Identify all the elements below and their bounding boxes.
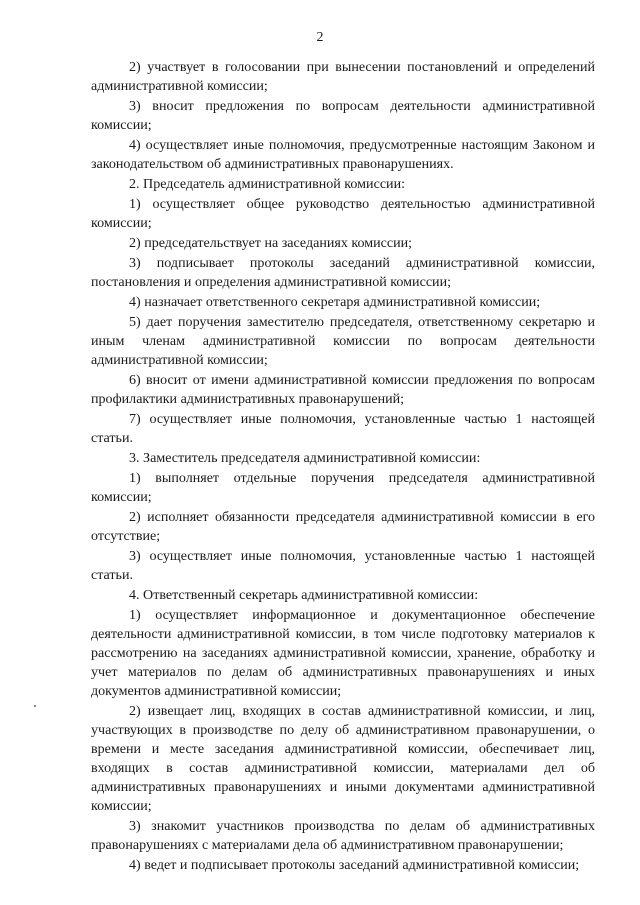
paragraph: 7) осуществляет иные полномочия, установленные частью 1 настоящей статьи. [91, 411, 595, 447]
paragraph: 4) назначает ответственного секретаря административной комиссии; [129, 294, 541, 311]
paragraph: 4) ведет и подписывает протоколы заседаний административной комиссии; [129, 856, 580, 873]
section-heading: 2. Председатель административной комиссии: [129, 176, 405, 192]
paragraph: 1) осуществляет общее руководство деятельностью административной комиссии; [91, 196, 595, 231]
section-heading: 3. Заместитель председателя административной комиссии: [129, 450, 481, 467]
document-body [91, 58, 595, 876]
paragraph: 4) осуществляет иные полномочия, предусмотренные настоящим Законом и законодательством об административных правонарушениях. [91, 137, 595, 172]
paragraph: 2) председательствует на заседаниях комиссии; [129, 235, 413, 252]
scan-artifact [34, 705, 36, 707]
paragraph: 6) вносит от имени административной комиссии предложения по вопросам профилактики административных правонарушений; [91, 372, 595, 408]
paragraph: 3) подписывает протоколы заседаний административной комиссии, постановления и определения административной комиссии; [91, 255, 595, 291]
section-heading: 4. Ответственный секретарь административной комиссии: [129, 587, 479, 604]
paragraph: 3) осуществляет иные полномочия, установленные частью 1 настоящей статьи. [91, 548, 595, 584]
paragraph: 3) знакомит участников производства по делам об административных правонарушениях с материалами дела об административном правонарушении; [91, 817, 595, 853]
paragraph: 5) дает поручения заместителю председателя, ответственному секретарю и иным членам административной комиссии по вопросам деятельности административной комиссии; [91, 314, 595, 369]
paragraph: 3) вносит предложения по вопросам деятельности административной комиссии; [91, 98, 595, 133]
paragraph: 2) участвует в голосовании при вынесении постановлений и определений административной комиссии; [91, 59, 595, 94]
page-number: 2 [316, 30, 324, 45]
paragraph: 2) извещает лиц, входящих в состав административной комиссии, и лиц, участвующих в производстве по делу об административном правонарушении, о времени и месте заседания административной комиссии, обеспечивает лиц, входящих в состав административной комиссии, материалами дел об административных правонарушениях и иными документами административной комиссии; [91, 703, 595, 814]
paragraph: 1) выполняет отдельные поручения председателя административной комиссии; [91, 470, 595, 506]
paragraph: 2) исполняет обязанности председателя административной комиссии в его отсутствие; [91, 509, 595, 545]
paragraph: 1) осуществляет информационное и документационное обеспечение деятельности административной комиссии, в том числе подготовку материалов к рассмотрению на заседаниях административной комиссии, хранение, обработку и учет материалов по делам об административных правонарушениях и иных документов административной комиссии; [91, 607, 595, 699]
